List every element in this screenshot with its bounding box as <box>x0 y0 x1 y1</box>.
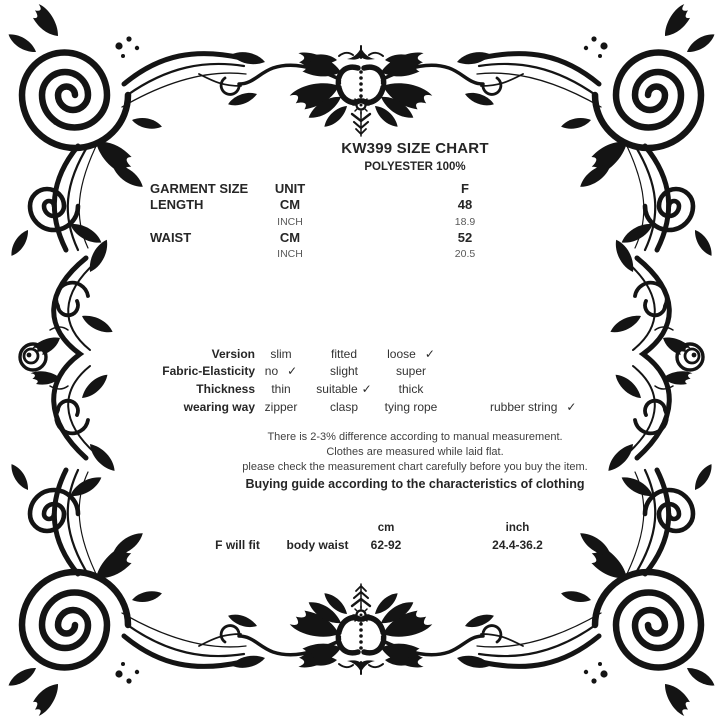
characteristics-row-wearing-way <box>135 398 576 416</box>
option-text: clasp <box>329 399 358 414</box>
option-text: fitted <box>330 346 357 361</box>
row-unit: INCH <box>277 215 303 228</box>
size-table-header-row <box>150 181 590 197</box>
fit-label: F will fit <box>215 538 260 552</box>
option-text: loose <box>387 346 416 361</box>
table-row <box>150 246 590 262</box>
inch-range-value: 24.4-36.2 <box>492 538 543 552</box>
spacer <box>325 181 420 197</box>
check-mark: ✓ <box>287 364 298 379</box>
note-line: Clothes are measured while laid flat. <box>326 446 504 458</box>
row-unit: INCH <box>277 248 303 261</box>
check-mark: ✓ <box>424 346 435 361</box>
page-title: KW399 SIZE CHART <box>341 140 489 157</box>
row-label <box>150 246 255 262</box>
row-label: Thickness <box>196 381 255 396</box>
option-text: super <box>395 364 427 379</box>
option-text: no <box>264 364 279 379</box>
option-cell <box>490 400 576 414</box>
measurement-notes <box>135 430 695 475</box>
body-part-label: body waist <box>286 538 349 552</box>
option-cell <box>257 347 305 361</box>
option-text: slim <box>270 346 292 361</box>
row-label: Version <box>211 346 255 361</box>
table-row <box>150 230 590 246</box>
row-value: 20.5 <box>454 248 476 261</box>
option-text: zipper <box>264 399 298 414</box>
spacer <box>325 246 420 262</box>
spacer <box>325 214 420 230</box>
row-unit: CM <box>279 197 301 213</box>
option-text: slight <box>329 364 358 379</box>
check-mark: ✓ <box>361 381 372 396</box>
unit-header: UNIT <box>274 181 306 196</box>
option-text: tying rope <box>384 399 438 414</box>
cm-range-value: 62-92 <box>370 538 402 552</box>
option-text: thick <box>398 381 424 396</box>
spacer <box>325 230 420 246</box>
note-line: please check the measurement chart carefully before you buy the item. <box>242 461 588 473</box>
characteristics-table <box>135 345 576 415</box>
option-cell <box>377 400 445 414</box>
option-cell <box>257 400 305 414</box>
option-cell <box>257 364 305 378</box>
characteristics-row-thickness <box>135 380 576 398</box>
row-value: 52 <box>457 229 473 245</box>
option-cell <box>311 400 377 414</box>
option-cell <box>377 347 445 361</box>
fabric-subtitle: POLYESTER 100% <box>364 161 466 173</box>
option-cell <box>257 382 305 396</box>
inch-column-header: inch <box>505 522 530 534</box>
option-text: thin <box>271 381 291 396</box>
size-table <box>150 181 590 262</box>
option-cell <box>311 364 377 378</box>
option-text: rubber string <box>490 399 558 414</box>
option-cell <box>311 382 377 396</box>
size-f-header: F <box>461 181 469 196</box>
cm-column-header: cm <box>377 522 395 534</box>
row-value: 18.9 <box>454 215 476 228</box>
buying-guide-heading: Buying guide according to the characteristics of clothing <box>245 477 585 491</box>
row-value: 48 <box>457 197 473 213</box>
check-mark: ✓ <box>566 399 577 414</box>
spacer <box>325 197 420 213</box>
option-cell <box>377 382 445 396</box>
row-unit: CM <box>279 229 301 245</box>
row-label: Fabric-Elasticity <box>162 364 255 379</box>
note-line: There is 2-3% difference according to manual measurement. <box>267 431 563 443</box>
table-row <box>150 197 590 213</box>
table-row <box>150 214 590 230</box>
option-cell <box>311 347 377 361</box>
row-label <box>150 214 255 230</box>
option-text: suitable <box>316 381 358 396</box>
row-label: WAIST <box>150 229 192 245</box>
characteristics-row-version <box>135 345 576 363</box>
row-label: LENGTH <box>150 197 204 213</box>
characteristics-row-elasticity <box>135 363 576 381</box>
row-label: wearing way <box>183 399 255 414</box>
option-cell <box>377 364 445 378</box>
garment-size-header: GARMENT SIZE <box>150 181 249 196</box>
